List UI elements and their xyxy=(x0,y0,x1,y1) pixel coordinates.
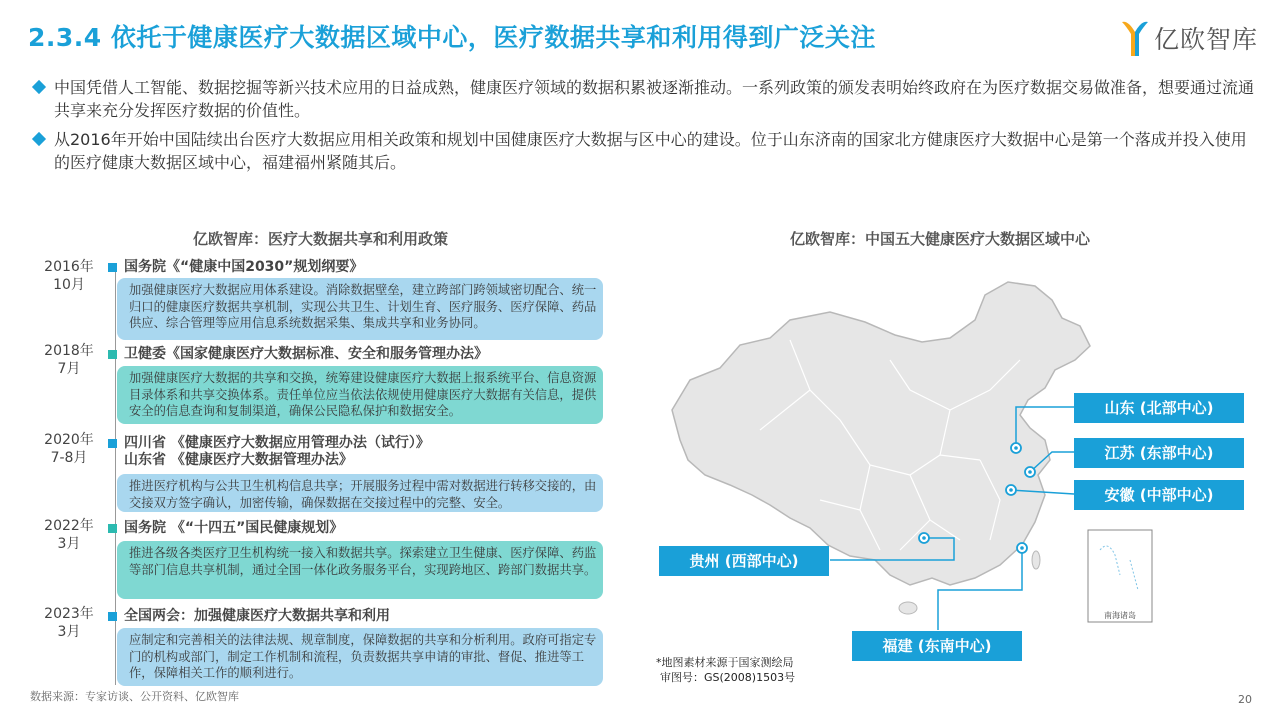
data-source: 数据来源：专家访谈、公开资料、亿欧智库 xyxy=(30,690,239,703)
policy-detail-box: 应制定和完善相关的法律法规、规章制度，保障数据的共享和分析利用。政府可指定专门的机构或部门，制定工作机制和流程，负责数据共享申请的审批、督促、推进等工作，保障相关工作的顺利进行。 xyxy=(117,628,603,686)
policy-detail-box: 推进各级各类医疗卫生机构统一接入和数据共享。探索建立卫生健康、医疗保障、药监等部门信息共享机制，通过全国一体化政务服务平台，实现跨地区、跨部门数据共享。 xyxy=(117,541,603,599)
china-outline xyxy=(672,282,1090,585)
timeline-marker xyxy=(108,263,117,272)
bullet-text: 中国凭借人工智能、数据挖掘等新兴技术应用的日益成熟，健康医疗领域的数据积累被逐渐推动。一系列政策的颁发表明始终政府在为医疗数据交易做准备，想要通过流通共享来充分发挥医疗数据的价值性。 xyxy=(54,78,1255,120)
timeline-date xyxy=(34,258,104,294)
hainan-island xyxy=(899,602,917,614)
inset-label: 南海诸岛 xyxy=(1104,611,1136,620)
logo-text: 亿欧智库 xyxy=(1153,25,1258,54)
timeline-date xyxy=(34,605,104,641)
policy-heading: 国务院《“健康中国2030”规划纲要》 xyxy=(124,259,364,275)
map-section-title: 亿欧智库：中国五大健康医疗大数据区域中心 xyxy=(790,230,1091,248)
date-month: 7月 xyxy=(57,361,81,377)
policy-heading: 国务院 《“十四五”国民健康规划》 xyxy=(124,520,344,536)
date-year: 2016年 xyxy=(44,259,94,275)
logo-mark-icon xyxy=(1120,18,1150,58)
diamond-bullet-icon xyxy=(32,80,46,94)
bullet-item xyxy=(30,76,1255,122)
policy-section-title: 亿欧智库：医疗大数据共享和利用政策 xyxy=(193,230,449,248)
center-label-anhui: 安徽 (中部中心) xyxy=(1074,480,1244,510)
policy-detail-box: 加强健康医疗大数据的共享和交换，统筹建设健康医疗大数据上报系统平台、信息资源目录体系和共享交换体系。责任单位应当依法依规使用健康医疗大数据有关信息，提供安全的信息查询和复制渠道，确保公民隐私保护和数据安全。 xyxy=(117,366,603,424)
timeline-line xyxy=(115,270,116,685)
date-year: 2023年 xyxy=(44,606,94,622)
date-month: 3月 xyxy=(57,624,81,640)
date-year: 2020年 xyxy=(44,432,94,448)
diamond-bullet-icon xyxy=(32,132,46,146)
policy-heading: 全国两会：加强健康医疗大数据共享和利用 xyxy=(124,608,390,624)
policy-heading: 卫健委《国家健康医疗大数据标准、安全和服务管理办法》 xyxy=(124,346,488,362)
map-source-note xyxy=(656,655,795,685)
policy-heading-secondary: 山东省 《健康医疗大数据管理办法》 xyxy=(124,452,353,468)
policy-detail-box: 推进医疗机构与公共卫生机构信息共享；开展服务过程中需对数据进行转移交接的，由交接双方签字确认，加密传输，确保数据在交接过程中的完整、安全。 xyxy=(117,474,603,512)
date-year: 2022年 xyxy=(44,518,94,534)
policy-detail-box: 加强健康医疗大数据应用体系建设。消除数据壁垒，建立跨部门跨领域密切配合、统一归口的健康医疗数据共享机制，实现公共卫生、计划生育、医疗服务、医疗保障、药品供应、综合管理等应用信息系统数据采集、集成共享和业务协同。 xyxy=(117,278,603,340)
date-month: 7-8月 xyxy=(50,450,88,466)
center-label-shandong: 山东 (北部中心) xyxy=(1074,393,1244,423)
center-label-guizhou: 贵州 (西部中心) xyxy=(659,546,829,576)
timeline-marker xyxy=(108,350,117,359)
date-month: 10月 xyxy=(53,277,85,293)
bullet-item xyxy=(30,128,1255,174)
timeline-marker xyxy=(108,524,117,533)
policy-heading: 四川省 《健康医疗大数据应用管理办法（试行）》 xyxy=(124,435,430,451)
center-label-jiangsu: 江苏 (东部中心) xyxy=(1074,438,1244,468)
timeline-date xyxy=(34,342,104,378)
intro-bullets xyxy=(30,76,1255,180)
brand-logo xyxy=(1120,18,1258,58)
timeline-marker xyxy=(108,439,117,448)
page-title: 2.3.4 依托于健康医疗大数据区域中心，医疗数据共享和利用得到广泛关注 xyxy=(28,23,876,52)
taiwan-island xyxy=(1032,551,1040,569)
date-year: 2018年 xyxy=(44,343,94,359)
center-label-fujian: 福建 (东南中心) xyxy=(852,631,1022,661)
timeline-date xyxy=(34,517,104,553)
timeline-marker xyxy=(108,612,117,621)
map-note-line: *地图素材来源于国家测绘局 xyxy=(656,656,794,669)
bullet-text: 从2016年开始中国陆续出台医疗大数据应用相关政策和规划中国健康医疗大数据与区中心的建设。位于山东济南的国家北方健康医疗大数据中心是第一个落成并投入使用的医疗健康大数据区域中心，福建福州紧随其后。 xyxy=(54,130,1247,172)
south-china-sea-inset xyxy=(1088,530,1152,622)
date-month: 3月 xyxy=(57,536,81,552)
timeline-date xyxy=(34,431,104,467)
map-note-line: 审图号：GS(2008)1503号 xyxy=(660,671,796,684)
page-number: 20 xyxy=(1238,693,1252,706)
